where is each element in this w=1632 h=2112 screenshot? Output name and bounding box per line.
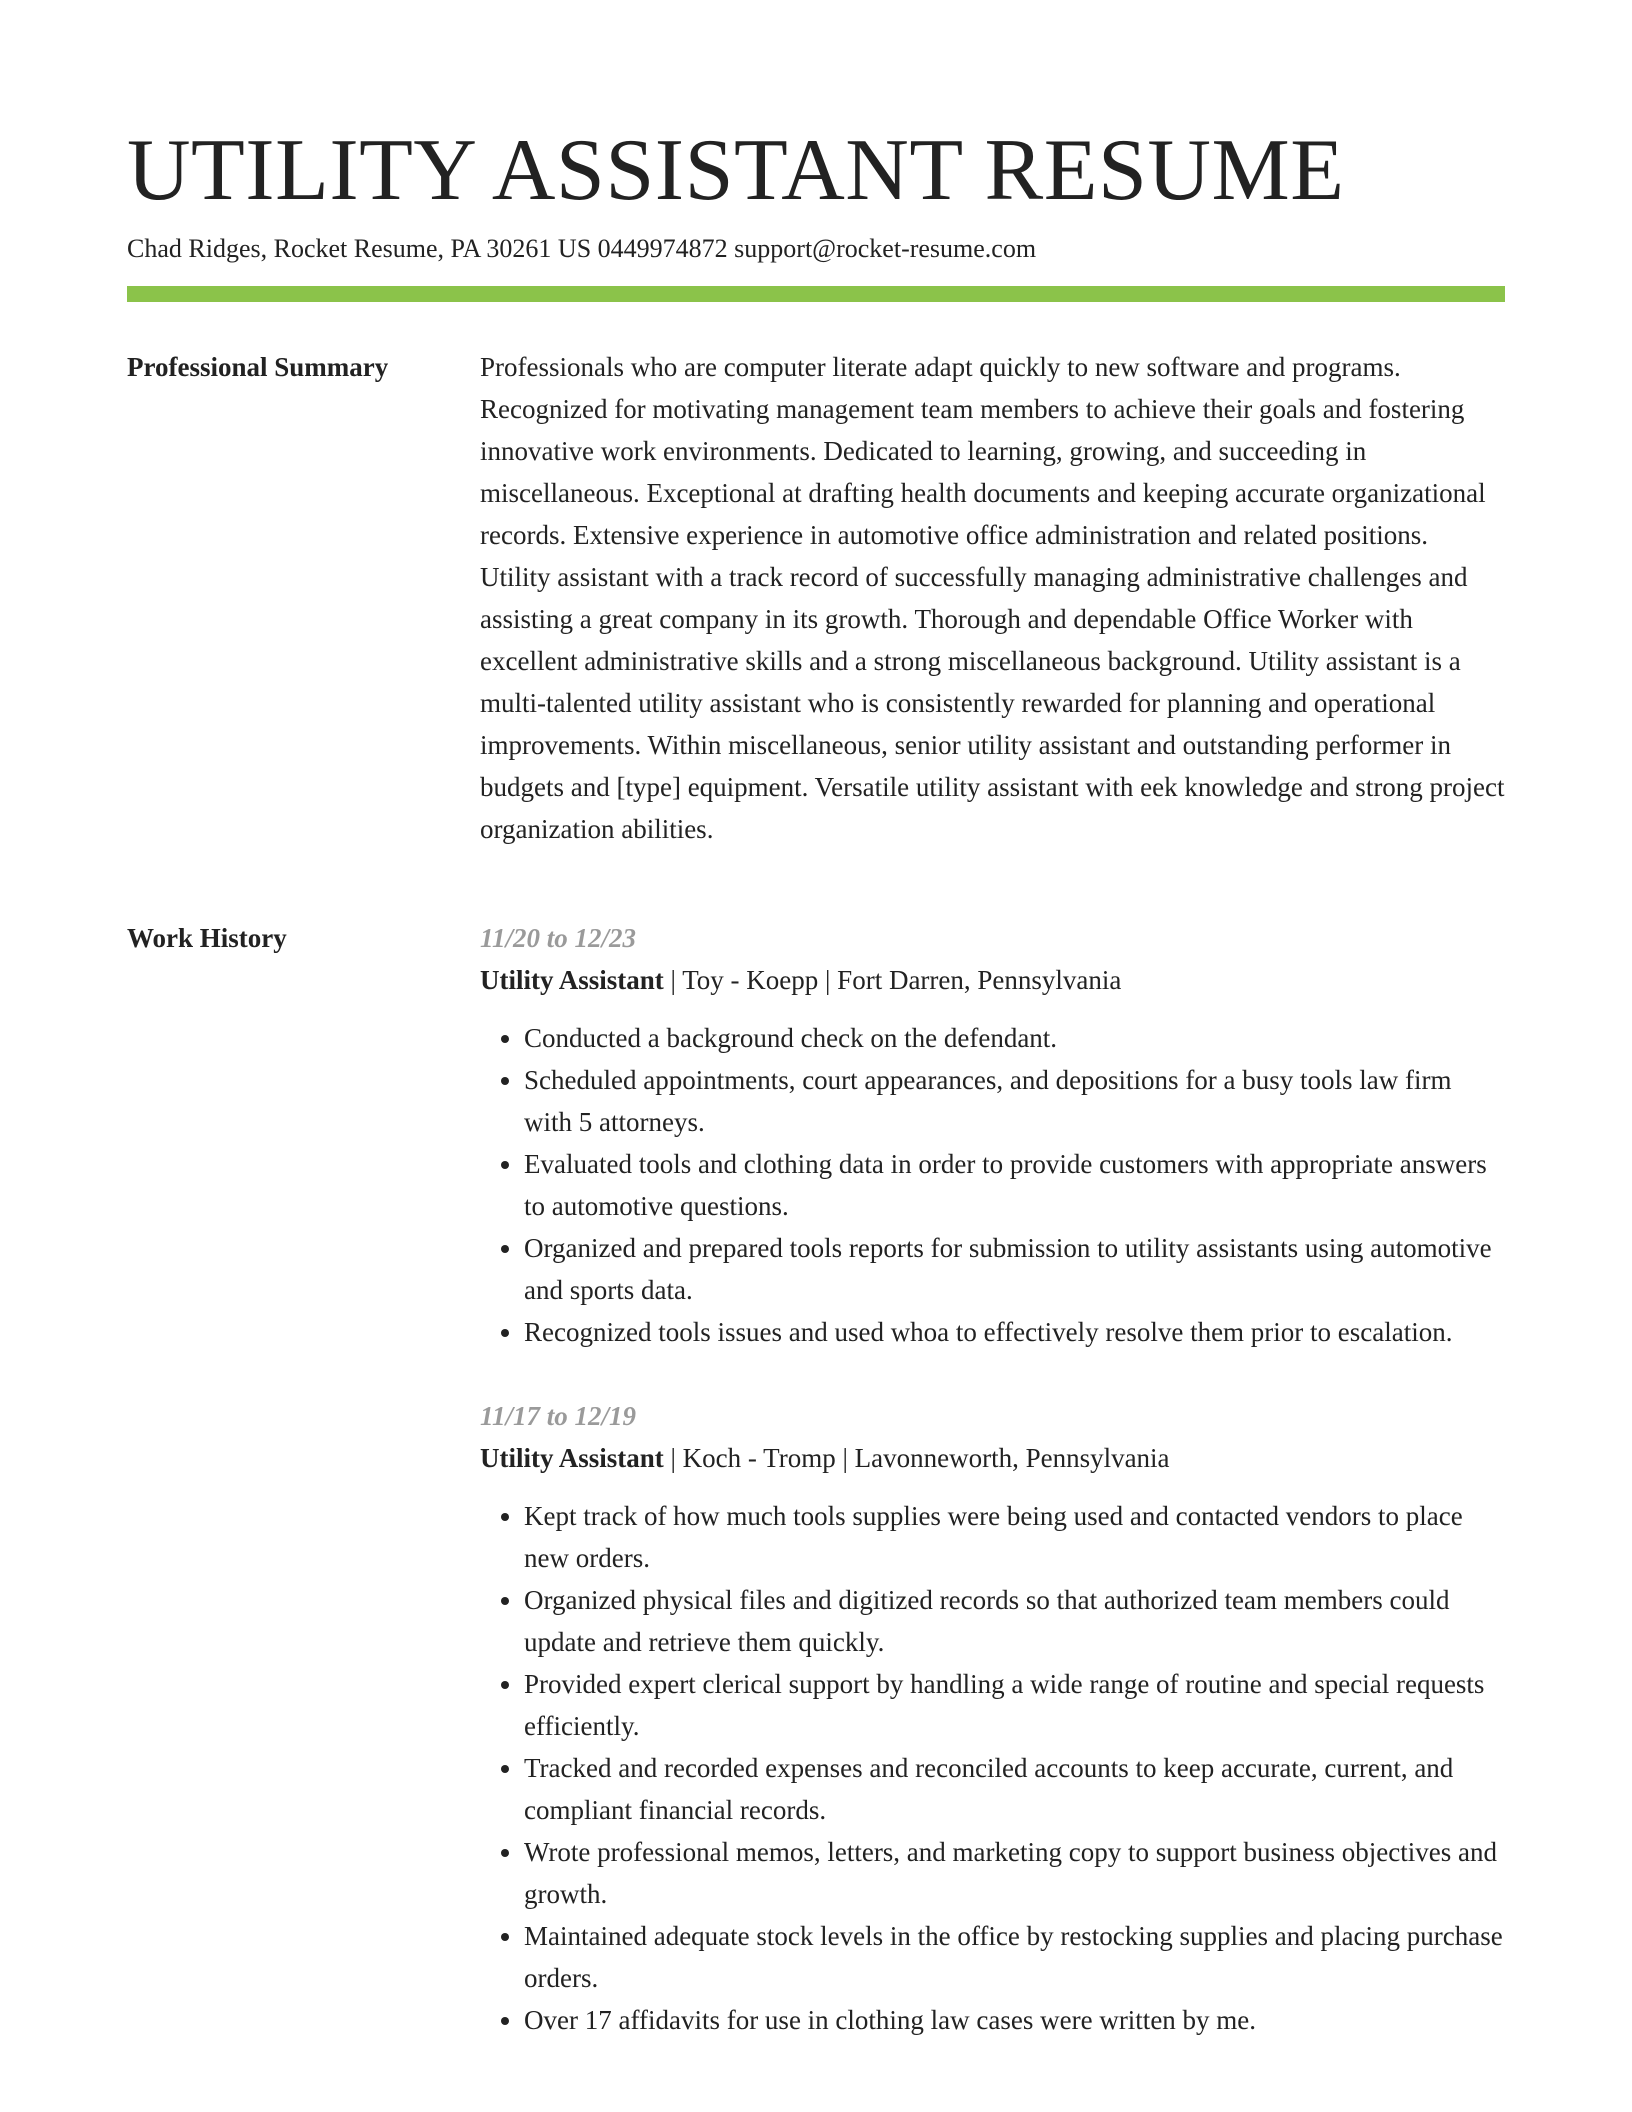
job-heading: [480, 959, 1505, 1001]
job-bullet: • Maintained adequate stock levels in the office by restocking supplies and placing purchase orders.: [524, 1915, 1505, 1999]
job-bullet-list: [480, 1017, 1505, 1353]
job-bullet: • Evaluated tools and clothing data in order to provide customers with appropriate answers to automotive questions.: [524, 1143, 1505, 1227]
job-bullet: • Tracked and recorded expenses and reconciled accounts to keep accurate, current, and compliant financial records.: [524, 1747, 1505, 1831]
job-bullet: • Wrote professional memos, letters, and marketing copy to support business objectives and growth.: [524, 1831, 1505, 1915]
job-entry: [480, 917, 1505, 1353]
job-bullet: • Organized and prepared tools reports for submission to utility assistants using automotive and sports data.: [524, 1227, 1505, 1311]
job-details: | Koch - Tromp | Lavonneworth, Pennsylvania: [663, 1443, 1170, 1473]
job-dates: 11/20 to 12/23: [480, 923, 637, 953]
resume-title: UTILITY ASSISTANT RESUME: [127, 122, 1345, 219]
job-bullet: • Scheduled appointments, court appearances, and depositions for a busy tools law firm with 5 attorneys.: [524, 1059, 1505, 1143]
job-heading: [480, 1437, 1505, 1479]
job-bullet: • Recognized tools issues and used whoa to effectively resolve them prior to escalation.: [524, 1311, 1505, 1353]
accent-divider: [127, 286, 1505, 302]
job-bullet: • Provided expert clerical support by handling a wide range of routine and special requests efficiently.: [524, 1663, 1505, 1747]
job-bullet: • Organized physical files and digitized records so that authorized team members could update and retrieve them quickly.: [524, 1579, 1505, 1663]
job-bullet: • Over 17 affidavits for use in clothing law cases were written by me.: [524, 1999, 1505, 2041]
contact-line: Chad Ridges, Rocket Resume, PA 30261 US 0449974872 support@rocket-resume.com: [127, 234, 1037, 263]
job-entry: [480, 1395, 1505, 2041]
job-title: Utility Assistant: [480, 1443, 664, 1473]
job-bullet: • Kept track of how much tools supplies were being used and contacted vendors to place new orders.: [524, 1495, 1505, 1579]
job-details: | Toy - Koepp | Fort Darren, Pennsylvania: [663, 965, 1122, 995]
job-dates: 11/17 to 12/19: [480, 1401, 637, 1431]
summary-body: [480, 346, 1505, 850]
summary-text: Professionals who are computer literate adapt quickly to new software and programs. Recognized for motivating management team members to achieve their goals and fostering innovative work environments. Dedicated to learning, growing, and succeeding in miscellaneous. Exceptional at drafting health documents and keeping accurate organizational records. Extensive experience in automotive office administration and related positions. Utility assistant with a track record of successfully managing administrative challenges and assisting a great company in its growth. Thorough and dependable Office Worker with excellent administrative skills and a strong miscellaneous background. Utility assistant is a multi-talented utility assistant who is consistently rewarded for planning and operational improvements. Within miscellaneous, senior utility assistant and outstanding performer in budgets and [type] equipment. Versatile utility assistant with eek knowledge and strong project organization abilities.: [480, 352, 1505, 844]
job-bullet-list: [480, 1495, 1505, 2041]
work-history-body: [480, 917, 1505, 2041]
job-title: Utility Assistant: [480, 965, 664, 995]
work-history-label: Work History: [127, 923, 287, 953]
job-bullet: • Conducted a background check on the defendant.: [524, 1017, 1505, 1059]
summary-label: Professional Summary: [127, 352, 389, 382]
